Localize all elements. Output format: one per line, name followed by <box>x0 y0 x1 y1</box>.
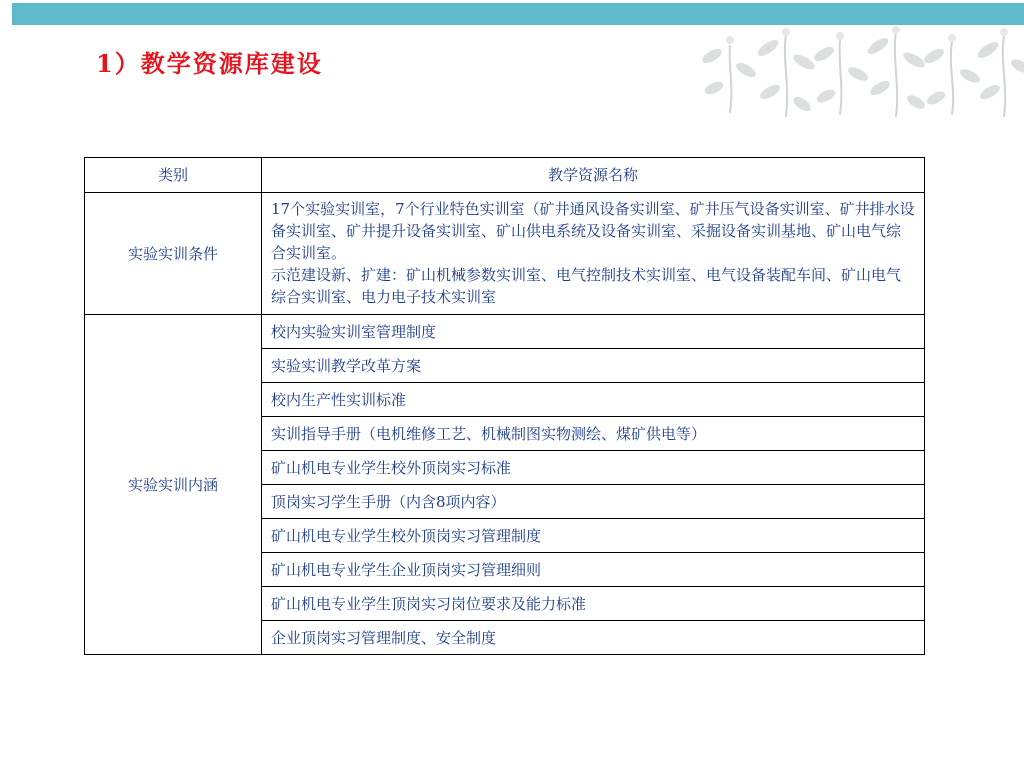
resource-item-cell: 校内实验实训室管理制度 <box>262 315 925 349</box>
category-cell-conditions: 实验实训条件 <box>85 193 262 315</box>
leaf-ornament-graphic <box>690 26 1024 118</box>
category-cell-content: 实验实训内涵 <box>85 315 262 655</box>
table-header-row <box>85 158 925 193</box>
table-row <box>85 315 925 349</box>
resource-item-cell: 矿山机电专业学生顶岗实习岗位要求及能力标准 <box>262 587 925 621</box>
column-header-category: 类别 <box>85 158 262 193</box>
resource-item-cell: 矿山机电专业学生校外顶岗实习管理制度 <box>262 519 925 553</box>
column-header-resource-name: 教学资源名称 <box>262 158 925 193</box>
resource-item-cell: 矿山机电专业学生企业顶岗实习管理细则 <box>262 553 925 587</box>
header-accent-bar <box>12 3 1024 25</box>
resource-item-cell: 实训指导手册（电机维修工艺、机械制图实物测绘、煤矿供电等） <box>262 417 925 451</box>
table-row <box>85 193 925 315</box>
description-paragraph: 示范建设新、扩建：矿山机械参数实训室、电气控制技术实训室、电气设备装配车间、矿山电气综合实训室、电力电子技术实训室 <box>271 266 902 306</box>
resource-description-cell <box>262 193 925 315</box>
resource-item-cell: 矿山机电专业学生校外顶岗实习标准 <box>262 451 925 485</box>
slide-title: 1）教学资源库建设 <box>96 49 323 78</box>
resource-item-cell: 实验实训教学改革方案 <box>262 349 925 383</box>
resource-item-cell: 顶岗实习学生手册（内含8项内容） <box>262 485 925 519</box>
resource-item-cell: 校内生产性实训标准 <box>262 383 925 417</box>
resource-item-cell: 企业顶岗实习管理制度、安全制度 <box>262 621 925 655</box>
resource-table <box>84 157 925 655</box>
description-paragraph: 17个实验实训室，7个行业特色实训室（矿井通风设备实训室、矿井压气设备实训室、矿井排水设备实训室、矿井提升设备实训室、矿山供电系统及设备实训室、采掘设备实训基地、矿山电气综合实训室。 <box>271 200 915 262</box>
